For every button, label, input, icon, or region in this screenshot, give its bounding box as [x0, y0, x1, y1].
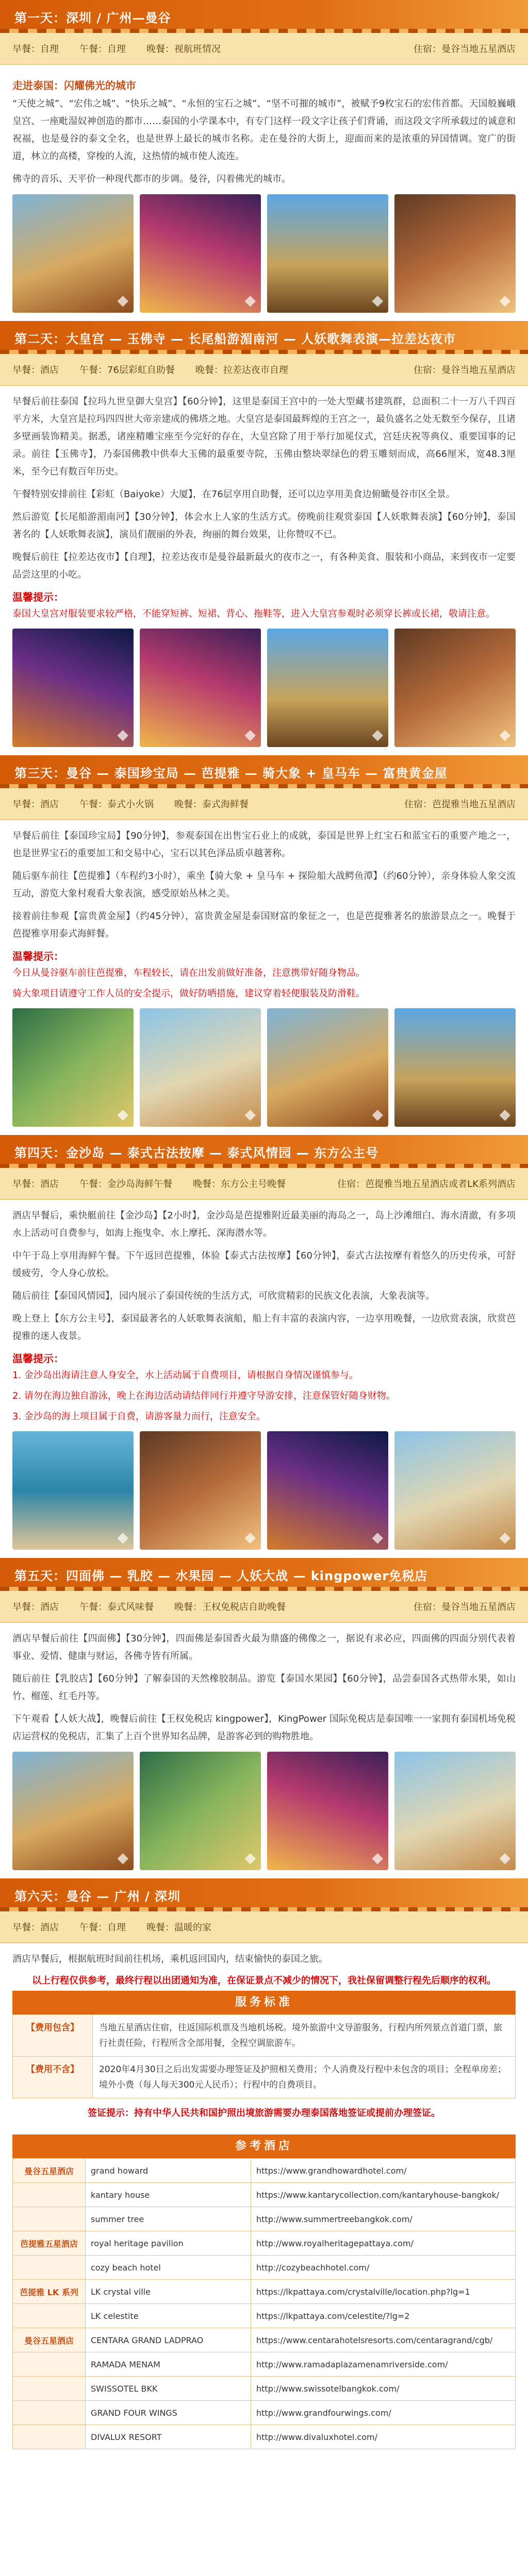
day-4-para-2: 中午于岛上享用海鲜午餐。下午返回芭提雅，体验【泰式古法按摩】【60分钟】，泰式古法按摩有着悠久的历史传承，可舒缓疲劳，令人身心放松。 [12, 1250, 516, 1279]
day-2-para-2: 午餐特别安排前往【彩虹（Baiyoke）大厦】，在76层享用自助餐，还可以边享用美食边俯瞰曼谷市区全景。 [12, 489, 455, 500]
visa-warning: 签证提示：持有中华人民共和国护照出境旅游需要办理泰国落地签证或提前办理签证。 [88, 2108, 440, 2119]
photo-icon: ◆ [244, 726, 256, 743]
day-4 [0, 1135, 528, 1550]
table-row [13, 2256, 516, 2280]
hotels-table [12, 2158, 516, 2449]
photo-icon: ◆ [372, 292, 383, 309]
dinner: 晚餐：温暖的家 [146, 1922, 211, 1933]
day-2-meals [0, 354, 528, 386]
photo [12, 194, 134, 313]
photo-icon: ◆ [372, 1529, 383, 1546]
day-2-note-title: 温馨提示： [12, 591, 64, 603]
day-3-banner [0, 755, 528, 788]
photo [12, 1431, 134, 1550]
dinner: 晚餐：东方公主号晚餐 [193, 1179, 286, 1190]
day-3-para-1: 早餐后前往【泰国珍宝局】【90分钟】，参观泰国在出售宝石业上的成就，泰国是世界上红宝石和蓝宝石的重要产地之一，也是世界宝石的重要加工和交易中心，宝石以其色泽品质卓越著称。 [12, 831, 516, 859]
hotel-city: 曼谷五星酒店 [13, 2328, 86, 2352]
day-2-para-3: 然后游览【长尾船游湄南河】【30分钟】，体会水上人家的生活方式。傍晚前往观赏泰国【人妖歌舞表演】【60分钟】，泰国著名的【人妖歌舞表演】，演员们靓丽的外表，绚丽的舞台效果，让你赞叹不已。 [12, 512, 516, 540]
photo-icon: ◆ [244, 292, 256, 309]
hotel-name: LK crystal ville [86, 2280, 251, 2304]
photo [394, 194, 516, 313]
day-4-note-title: 温馨提示： [12, 1352, 64, 1365]
day-5-para-1: 酒店早餐后前往【四面佛】【30分钟】，四面佛是泰国香火最为鼎盛的佛像之一，据说有求必应，四面佛的四面分别代表着事业、爱情、健康与财运，各佛寺皆有所属。 [12, 1633, 516, 1662]
breakfast: 早餐：自理 [12, 44, 59, 55]
hotel-city [13, 2425, 86, 2449]
row-label: 【费用不含】 [13, 2057, 93, 2098]
row-text: 当地五星酒店住宿，往返国际机票及当地机场税。境外旅游中文导游服务，行程内所列景点首道门票，旅行社责任险，行程所含全部用餐，全程空调旅游车。 [93, 2015, 516, 2057]
day-4-para-1: 酒店早餐后，乘快艇前往【金沙岛】【2小时】，金沙岛是芭提雅附近最美丽的海岛之一，岛上沙滩细白、海水清澈，有多项水上活动可自费参与，如海上拖曳伞、水上摩托、深海潜水等。 [12, 1210, 516, 1239]
day-1 [0, 0, 528, 313]
breakfast: 早餐：酒店 [12, 365, 59, 376]
hotel-name: CENTARA GRAND LADPRAO [86, 2328, 251, 2352]
photo [12, 1752, 134, 1870]
day-1-para-2: 佛寺的音乐、天平价一种现代都市的步调。曼谷，闪着佛光的城市。 [12, 174, 291, 184]
day-title: 第一天：深圳 / 广州—曼谷 [14, 10, 171, 25]
day-2-para-4: 晚餐后前往【拉差达夜市】【自理】，拉差达夜市是曼谷最新最火的夜市之一，有各种美食、服装和小商品，来到夜市一定要品尝这里的小吃。 [12, 552, 516, 580]
table-row [13, 2231, 516, 2256]
lunch: 午餐：76层彩虹自助餐 [79, 365, 175, 376]
hotel-name: GRAND FOUR WINGS [86, 2401, 251, 2425]
photo [140, 1008, 261, 1127]
photo-icon: ◆ [117, 1849, 128, 1866]
hotel-link[interactable]: http://www.grandfourwings.com/ [251, 2401, 516, 2425]
photo-icon: ◆ [117, 1529, 128, 1546]
day-5-para-2: 随后前往【乳胶店】【60分钟】了解泰国的天然橡胶制品。游览【泰国水果园】【60分钟】，品尝泰国各式热带水果，如山竹、榴莲、红毛丹等。 [12, 1673, 516, 1702]
hotel-city: 芭提雅五星酒店 [13, 2231, 86, 2256]
photo-icon: ◆ [117, 292, 128, 309]
breakfast: 早餐：酒店 [12, 1179, 59, 1190]
banner-stripe [0, 29, 528, 33]
day-4-note-2: 2. 请勿在海边独自游泳，晚上在海边活动请结伴同行并遵守导游安排，注意保管好随身财物。 [12, 1391, 395, 1401]
row-text: 2020年4月30日之后出发需要办理签证及护照相关费用；个人消费及行程中未包含的项目；全程单房差；境外小费（每人每天300元人民币）；行程中的自费项目。 [93, 2057, 516, 2098]
day-2 [0, 321, 528, 747]
photo-icon: ◆ [244, 1529, 256, 1546]
day-3 [0, 755, 528, 1127]
day-title: 第四天：金沙岛 — 泰式古法按摩 — 泰式风情园 — 东方公主号 [14, 1145, 379, 1160]
hotel-name: grand howard [86, 2159, 251, 2183]
table-row [13, 2280, 516, 2304]
hotel-link[interactable]: http://www.divaluxhotel.com/ [251, 2425, 516, 2449]
hotel-link[interactable]: http://www.royalheritagepattaya.com/ [251, 2231, 516, 2256]
hotel-city [13, 2377, 86, 2401]
photo-icon: ◆ [244, 1106, 256, 1123]
dinner: 晚餐：视航班情况 [146, 44, 221, 55]
table-row [13, 2377, 516, 2401]
lunch: 午餐：金沙岛海鲜午餐 [79, 1179, 172, 1190]
hotel-link[interactable]: https://lkpattaya.com/celestite/?lg=2 [251, 2304, 516, 2328]
day-4-note-3: 3. 金沙岛的海上项目属于自费，请游客量力而行，注意安全。 [12, 1411, 266, 1422]
day-5-banner [0, 1558, 528, 1591]
photo [394, 1008, 516, 1127]
photo [267, 1752, 388, 1870]
row-label: 【费用包含】 [13, 2015, 93, 2057]
day-title: 第六天：曼谷 — 广州 / 深圳 [14, 1889, 181, 1904]
banner-stripe [0, 1587, 528, 1591]
day-4-para-4: 晚上登上【东方公主号】，泰国最著名的人妖歌舞表演船，船上有丰富的表演内容，一边享用晚餐，一边欣赏表演，欣赏芭提雅的迷人夜景。 [12, 1313, 516, 1342]
standards-table [12, 2014, 516, 2098]
hotel-city: 芭提雅 LK 系列 [13, 2280, 86, 2304]
dinner: 晚餐：王权免税店自助晚餐 [174, 1602, 286, 1613]
day-4-meals [0, 1168, 528, 1200]
hotel-name: cozy beach hotel [86, 2256, 251, 2280]
breakfast: 早餐：酒店 [12, 1922, 59, 1933]
hotel-link[interactable]: https://lkpattaya.com/crystalville/location.php?lg=1 [251, 2280, 516, 2304]
photo [140, 1752, 261, 1870]
day-6-banner [0, 1878, 528, 1911]
hotel-link[interactable]: http://cozybeachhotel.com/ [251, 2256, 516, 2280]
breakfast: 早餐：酒店 [12, 799, 59, 810]
photo [267, 1431, 388, 1550]
photo [394, 1752, 516, 1870]
day-1-subheading: 走进泰国：闪耀佛光的城市 [12, 79, 136, 92]
day-2-banner [0, 321, 528, 354]
photo [12, 1008, 134, 1127]
table-row [13, 2328, 516, 2352]
photo-icon: ◆ [499, 1529, 510, 1546]
hotel-city [13, 2352, 86, 2377]
banner-stripe [0, 1164, 528, 1168]
day-5 [0, 1558, 528, 1870]
hotels-header: 参考酒店 [12, 2134, 516, 2158]
day-4-para-3: 随后前往【泰国风情园】，园内展示了泰国传统的生活方式，可欣赏精彩的民族文化表演，大象表演等。 [12, 1291, 435, 1301]
day-3-note-2: 骑大象项目请遵守工作人员的安全提示，做好防晒措施，建议穿着轻便服装及防滑鞋。 [12, 988, 365, 999]
hotel-name: kantary house [86, 2183, 251, 2207]
day-6-meals [0, 1911, 528, 1943]
hotel: 住宿：曼谷当地五星酒店 [414, 44, 516, 55]
day-title: 第二天：大皇宫 — 玉佛寺 — 长尾船游湄南河 — 人妖歌舞表演—拉差达夜市 [14, 331, 456, 346]
photo [267, 194, 388, 313]
hotel-name: LK celestite [86, 2304, 251, 2328]
table-row [13, 2425, 516, 2449]
day-1-para-1: “天使之城”、“宏伟之城”、“快乐之城”、“永恒的宝石之城”、“坚不可摧的城市”，被赋予9枚宝石的宏伟首都。天国般巍峨皇宫、一座毗湿奴神创造的都市……泰国的小学课本中，有专门这样一段文字让孩子们背诵，而这段文字所承载过的诚意和祝福，也是曼谷的泰文全名，也是世界上最长的城市名称。走在曼谷的大街上，迎面而来的是浓重的异国情调。宽广的街道，林立的高楼，穿梭的人流，这热情的城市使人流连。 [12, 98, 516, 162]
table-row [13, 2352, 516, 2377]
day-6 [0, 1878, 528, 1987]
table-row [13, 2057, 516, 2098]
day-1-meals [0, 33, 528, 65]
photo [394, 629, 516, 747]
photo-icon: ◆ [499, 292, 510, 309]
day-title: 第三天：曼谷 — 泰国珍宝局 — 芭提雅 — 骑大象 + 皇马车 — 富贵黄金屋 [14, 766, 448, 781]
photo [140, 194, 261, 313]
table-row [13, 2401, 516, 2425]
hotel: 住宿：芭提雅当地五星酒店 [404, 799, 516, 810]
day-5-photos [12, 1752, 516, 1870]
hotel: 住宿：曼谷当地五星酒店 [414, 1602, 516, 1613]
lunch: 午餐：自理 [79, 1922, 126, 1933]
day-2-para-1: 早餐后前往泰国【拉玛九世皇御大皇宫】【60分钟】，这里是泰国王宫中的一处大型藏书建筑群，总面积二十一万八千四百平方米，大皇宫是拉玛四四世大帝亲建成的佛塔之地。大皇宫是泰国最辉煌的王宫之一，最负盛名之处无数至今保存，且诸多壁画装饰精美。据悉，诸座精雕宝座至今完好的存在，大皇宫除了用于举行加冕仪式，宫廷庆祝等典仪、重要国事的记录。前往【玉佛寺】，乃泰国佛教中供奉大玉佛的最重要寺院，玉佛由整块翠绿色的碧玉雕刻而成，高66厘米，宽48.3厘米，至今已有数百年历史。 [12, 396, 516, 477]
lunch: 午餐：自理 [79, 44, 126, 55]
hotel-name: DIVALUX RESORT [86, 2425, 251, 2449]
hotel-city [13, 2401, 86, 2425]
photo [140, 1431, 261, 1550]
photo-icon: ◆ [117, 1106, 128, 1123]
service-standards [0, 1987, 528, 2130]
photo-icon: ◆ [372, 726, 383, 743]
table-row [13, 2183, 516, 2207]
photo [394, 1431, 516, 1550]
day-4-photos [12, 1431, 516, 1550]
photo-icon: ◆ [372, 1106, 383, 1123]
day-6-para-1: 酒店早餐后，根据航班时间前往机场，乘机返回国内，结束愉快的泰国之旅。 [12, 1954, 328, 1964]
banner-stripe [0, 350, 528, 354]
day-1-photos [12, 194, 516, 313]
table-row [13, 2304, 516, 2328]
table-row [13, 2207, 516, 2231]
reference-hotels [0, 2130, 528, 2453]
photo [267, 1008, 388, 1127]
hotel-city [13, 2183, 86, 2207]
hotel: 住宿：芭提雅当地五星酒店或者LK系列酒店 [337, 1179, 516, 1190]
day-2-note-1: 泰国大皇宫对服装要求较严格，不能穿短裤、短裙、背心、拖鞋等，进入大皇宫参观时必须穿长裤或长裙，敬请注意。 [12, 608, 495, 619]
photo-icon: ◆ [117, 726, 128, 743]
hotel-name: RAMADA MENAM [86, 2352, 251, 2377]
day-1-banner [0, 0, 528, 33]
standards-header: 服务标准 [12, 1991, 516, 2014]
day-title: 第五天：四面佛 — 乳胶 — 水果园 — 人妖大战 — kingpower免税店 [14, 1568, 428, 1583]
day-5-meals [0, 1591, 528, 1623]
table-row [13, 2159, 516, 2183]
itinerary-disclaimer: 以上行程仅供参考，最终行程以出团通知为准，在保证景点不减少的情况下，我社保留调整行程先后顺序的权利。 [32, 1975, 496, 1986]
hotel-name: SWISSOTEL BKK [86, 2377, 251, 2401]
photo-icon: ◆ [499, 1849, 510, 1866]
hotel-link[interactable]: http://www.swissotelbangkok.com/ [251, 2377, 516, 2401]
hotel-city [13, 2207, 86, 2231]
dinner: 晚餐：拉差达夜市自理 [195, 365, 288, 376]
day-2-photos [12, 629, 516, 747]
dinner: 晚餐：泰式海鲜餐 [174, 799, 249, 810]
hotel-city: 曼谷五星酒店 [13, 2159, 86, 2183]
day-3-para-2: 随后驱车前往【芭提雅】（车程约3小时），乘坐【骑大象 + 皇马车 + 探险船大战鳄鱼潭】（约60分钟），亲身体验人象交流互动，游览大象村观看大象表演，感受原始丛林之美。 [12, 871, 516, 899]
hotel-link[interactable]: https://www.kantarycollection.com/kantaryhouse-bangkok/ [251, 2183, 516, 2207]
lunch: 午餐：泰式小火锅 [79, 799, 154, 810]
day-3-note-1: 今日从曼谷驱车前往芭提雅，车程较长，请在出发前做好准备，注意携带好随身物品。 [12, 968, 365, 978]
breakfast: 早餐：酒店 [12, 1602, 59, 1613]
day-3-photos [12, 1008, 516, 1127]
hotel-name: royal heritage pavilion [86, 2231, 251, 2256]
hotel-name: summer tree [86, 2207, 251, 2231]
table-row [13, 2015, 516, 2057]
day-5-para-3: 下午观看【人妖大战】，晚餐后前往【王权免税店 kingpower】，KingPower 国际免税店是泰国唯一一家拥有泰国机场免税店运营权的免税店，汇集了上百个世界知名品牌，是游客必到的购物胜地。 [12, 1714, 516, 1742]
banner-stripe [0, 784, 528, 788]
banner-stripe [0, 1907, 528, 1911]
hotel: 住宿：曼谷当地五星酒店 [414, 365, 516, 376]
day-4-banner [0, 1135, 528, 1168]
photo [267, 629, 388, 747]
day-3-para-3: 接着前往参观【富贵黄金屋】（约45分钟），富贵黄金屋是泰国财富的象征之一，也是芭提雅著名的旅游景点之一。晚餐于芭提雅享用泰式海鲜餐。 [12, 911, 516, 939]
photo [140, 629, 261, 747]
photo-icon: ◆ [244, 1849, 256, 1866]
hotel-link[interactable]: https://www.centarahotelsresorts.com/centaragrand/cgb/ [251, 2328, 516, 2352]
hotel-link[interactable]: http://www.ramadaplazamenamriverside.com/ [251, 2352, 516, 2377]
photo [12, 629, 134, 747]
day-3-note-title: 温馨提示： [12, 950, 64, 962]
day-3-meals [0, 788, 528, 820]
photo-icon: ◆ [372, 1849, 383, 1866]
lunch: 午餐：泰式风味餐 [79, 1602, 154, 1613]
hotel-city [13, 2304, 86, 2328]
photo-icon: ◆ [499, 726, 510, 743]
photo-icon: ◆ [499, 1106, 510, 1123]
hotel-city [13, 2256, 86, 2280]
hotel-link[interactable]: https://www.grandhowardhotel.com/ [251, 2159, 516, 2183]
day-4-note-1: 1. 金沙岛出海请注意人身安全，水上活动属于自费项目，请根据自身情况谨慎参与。 [12, 1370, 358, 1381]
hotel-link[interactable]: http://www.summertreebangkok.com/ [251, 2207, 516, 2231]
